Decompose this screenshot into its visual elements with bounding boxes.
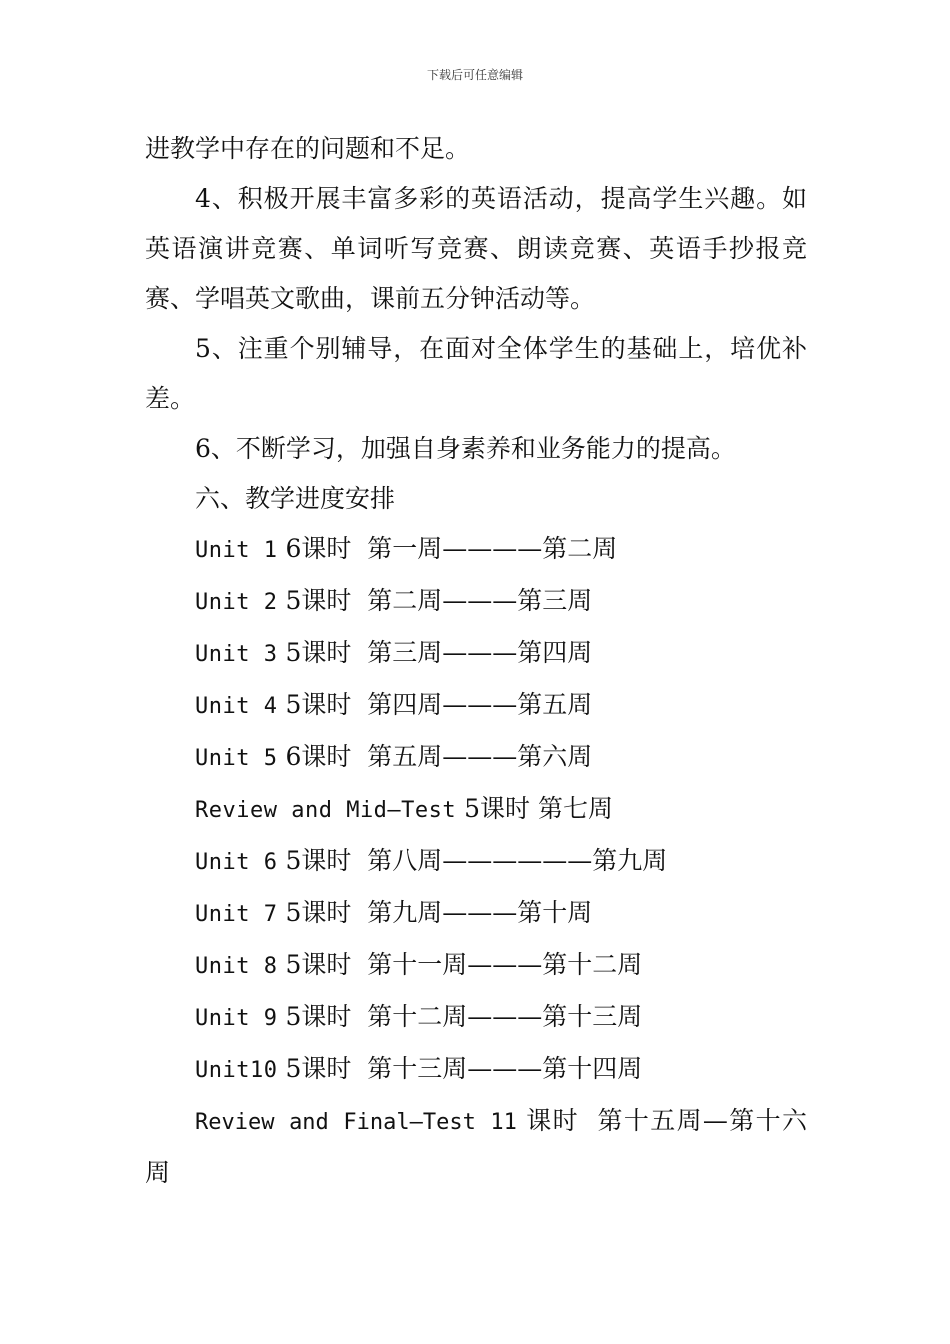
schedule-hours: 5课时 <box>464 794 531 823</box>
schedule-weeks: 第一周————第二周 <box>367 534 618 563</box>
paragraph: 5、注重个别辅导，在面对全体学生的基础上，培优补差。 <box>145 334 807 413</box>
schedule-unit: Unit 3 <box>195 642 278 667</box>
schedule-row <box>145 576 807 628</box>
paragraph: 4、积极开展丰富多彩的英语活动，提高学生兴趣。如英语演讲竞赛、单词听写竞赛、朗读竞赛、英语手抄报竞赛、学唱英文歌曲，课前五分钟活动等。 <box>145 184 807 313</box>
schedule-hours: 5课时 <box>285 846 352 875</box>
schedule-hours: 6课时 <box>285 742 352 771</box>
schedule-unit: Unit 6 <box>195 850 278 875</box>
schedule-unit: Unit 9 <box>195 1006 278 1031</box>
schedule-final-row <box>145 1096 807 1198</box>
schedule-row <box>145 836 807 888</box>
schedule-weeks: 第三周———第四周 <box>367 638 593 667</box>
schedule-weeks: 第十一周———第十二周 <box>367 950 643 979</box>
schedule-hours: 5课时 <box>285 950 352 979</box>
schedule-weeks: 第二周———第三周 <box>367 586 593 615</box>
schedule-weeks: 第七周 <box>537 794 613 823</box>
section-heading: 六、教学进度安排 <box>195 484 396 513</box>
schedule-list <box>145 524 807 1096</box>
schedule-row <box>145 784 807 836</box>
schedule-hours: 5课时 <box>285 1002 352 1031</box>
schedule-unit: Unit 2 <box>195 590 278 615</box>
schedule-hours: 5课时 <box>285 1054 352 1083</box>
schedule-hours: 课时 <box>526 1106 579 1135</box>
paragraph: 进教学中存在的问题和不足。 <box>145 134 471 163</box>
schedule-weeks: 第八周——————第九周 <box>367 846 668 875</box>
schedule-hours: 5课时 <box>285 898 352 927</box>
schedule-hours: 6课时 <box>285 534 352 563</box>
schedule-row <box>145 992 807 1044</box>
schedule-weeks: 第十三周———第十四周 <box>367 1054 643 1083</box>
schedule-row <box>145 524 807 576</box>
paragraph: 6、不断学习，加强自身素养和业务能力的提高。 <box>195 434 736 463</box>
schedule-row <box>145 1044 807 1096</box>
schedule-unit: Unit10 <box>195 1058 278 1083</box>
schedule-row <box>145 888 807 940</box>
schedule-row <box>145 732 807 784</box>
schedule-weeks: 第十五周—第十六周 <box>145 1106 807 1187</box>
schedule-hours: 5课时 <box>285 638 352 667</box>
document-body <box>145 124 807 1198</box>
schedule-unit: Unit 7 <box>195 902 278 927</box>
page-header: 下载后可任意编辑 <box>426 68 523 82</box>
schedule-row <box>145 628 807 680</box>
schedule-row <box>145 680 807 732</box>
schedule-weeks: 第十二周———第十三周 <box>367 1002 643 1031</box>
schedule-unit: Unit 4 <box>195 694 278 719</box>
schedule-unit: Unit 5 <box>195 746 278 771</box>
schedule-unit: Unit 1 <box>195 538 278 563</box>
schedule-weeks: 第四周———第五周 <box>367 690 593 719</box>
schedule-unit: Unit 8 <box>195 954 278 979</box>
schedule-weeks: 第九周———第十周 <box>367 898 593 927</box>
schedule-unit: Review and Mid—Test <box>195 798 457 823</box>
schedule-hours: 5课时 <box>285 690 352 719</box>
schedule-hours: 5课时 <box>285 586 352 615</box>
schedule-unit: Review and Final—Test 11 <box>195 1110 517 1135</box>
schedule-row <box>145 940 807 992</box>
schedule-weeks: 第五周———第六周 <box>367 742 593 771</box>
